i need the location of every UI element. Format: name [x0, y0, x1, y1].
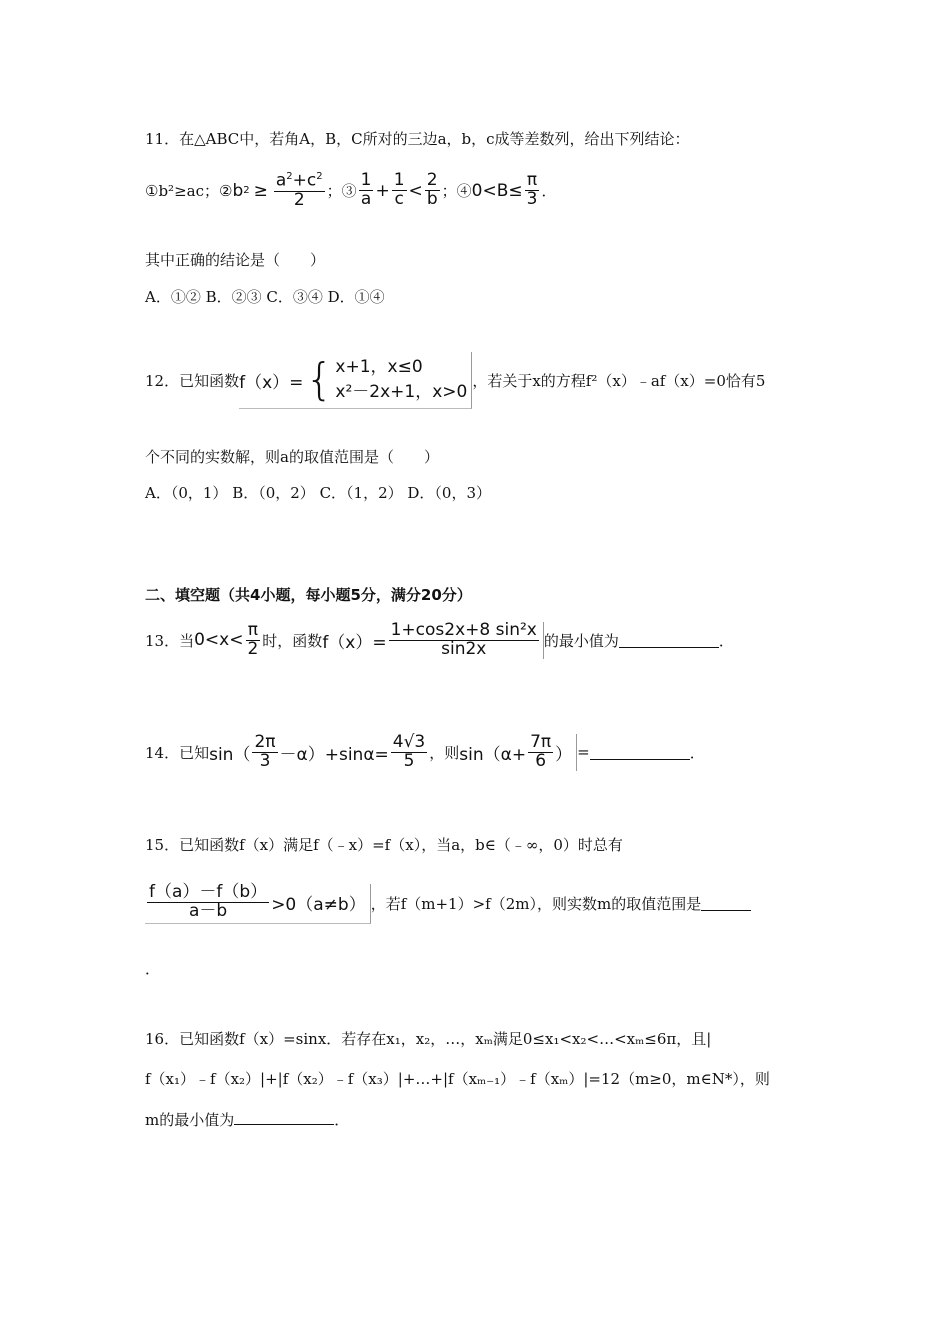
- q12-post: ，若关于x的方程f²（x）﹣af（x）=0恰有5: [472, 372, 766, 390]
- q11-conclusion-3: $\frac{1}{a}$ + $\frac{1}{c}$ < $\frac{2}{b}$: [360, 170, 438, 210]
- q11-question: 其中正确的结论是（ ）: [145, 251, 326, 269]
- q13-condition: 0<x< $\frac{\pi}{2}$: [194, 620, 259, 659]
- q11-sep-4: ；④: [441, 182, 472, 201]
- q12-line2: 个不同的实数解，则a的取值范围是（ ）: [145, 448, 439, 466]
- q13-line: 13．当 0<x< $\frac{\pi}{2}$ 时，函数 f（x）= $\frac{\text{1+cos2x+8 sin²x}}{\sin 2x}$ 的最小值为 ．: [145, 620, 734, 659]
- q16-line3: m的最小值为 ．: [145, 1111, 350, 1129]
- q11-stem: 11．在△ABC中，若角A，B，C所对的三边a，b，c成等差数列，给出下列结论：: [145, 130, 690, 148]
- q15-end: ．: [145, 960, 161, 978]
- q11-options: A．①② B．②③ C．③④ D．①④: [145, 288, 385, 306]
- q11-conclusion-2: b 2 ≥ $\frac{a^2+c^2}{2}$: [232, 170, 323, 210]
- q13-function: f（x）= $\frac{\text{1+cos2x+8 sin²x}}{\sin 2x}$: [322, 622, 544, 659]
- q15-line1: 15．已知函数f（x）满足f（﹣x）=f（x），当a，b∈（﹣∞，0）时总有: [145, 836, 623, 854]
- q14-answer-blank[interactable]: [590, 745, 690, 760]
- q16-line1: 16．已知函数f（x）=sinx．若存在x₁，x₂，…，xₘ满足0≤x₁<x₂<…<xₘ≤6π，且|: [145, 1030, 712, 1048]
- q11-conclusion-1: ①b²≥ac；②: [145, 182, 233, 201]
- q12-piecewise: f（x）= { x+1，x≤0 x²－2x+1，x>0: [239, 352, 472, 409]
- q13-answer-blank[interactable]: [619, 633, 719, 648]
- q14-line: 14．已知 sin（ $\frac{2\pi}{3}$ －α）+sinα= $\frac{4√3}{5}$ ，则 sin（α+ $\frac{7\pi}{6}$ ） = ．: [145, 732, 705, 771]
- q12-options: A．（0，1） B．（0，2） C．（1，2） D．（0，3）: [145, 484, 492, 502]
- q12-pre: 12．已知函数: [145, 372, 240, 390]
- q15-inequality: $\frac{f(a)-f(b)}{a-b}$ >0（a≠b）: [145, 884, 371, 924]
- q15-line2: $\frac{f(a)-f(b)}{a-b}$ >0（a≠b） ，若f（m+1）>f（2m），则实数m的取值范围是: [145, 884, 751, 924]
- q14-expression: sin（ $\frac{2\pi}{3}$ －α）+sinα= $\frac{4√3}{5}$: [209, 732, 426, 771]
- q12-line1: [145, 352, 765, 409]
- q11-conclusion-4: 0<B≤ $\frac{\pi}{3}$: [471, 170, 538, 210]
- q15-answer-blank[interactable]: [701, 896, 751, 911]
- q16-answer-blank[interactable]: [234, 1110, 334, 1125]
- section-title: 二、填空题（共4小题，每小题5分，满分20分）: [145, 586, 472, 604]
- q11-conclusions: ①b²≥ac；② b 2 ≥ $\frac{a^2+c^2}{2}$ ；③ $\frac{1}{a}$ + $\frac{1}{c}$ < $\frac{2}{b}$ ；④ 0<B≤ $\frac{\pi}{3}$ ．: [145, 170, 557, 210]
- q16-line2: f（x₁）﹣f（x₂）|+|f（x₂）﹣f（x₃）|+…+|f（xₘ₋₁）﹣f（xₘ）|=12（m≥0，m∈N*），则: [145, 1070, 770, 1088]
- q11-sep-3: ；③: [326, 182, 357, 201]
- q14-target: sin（α+ $\frac{7\pi}{6}$ ）: [459, 734, 577, 771]
